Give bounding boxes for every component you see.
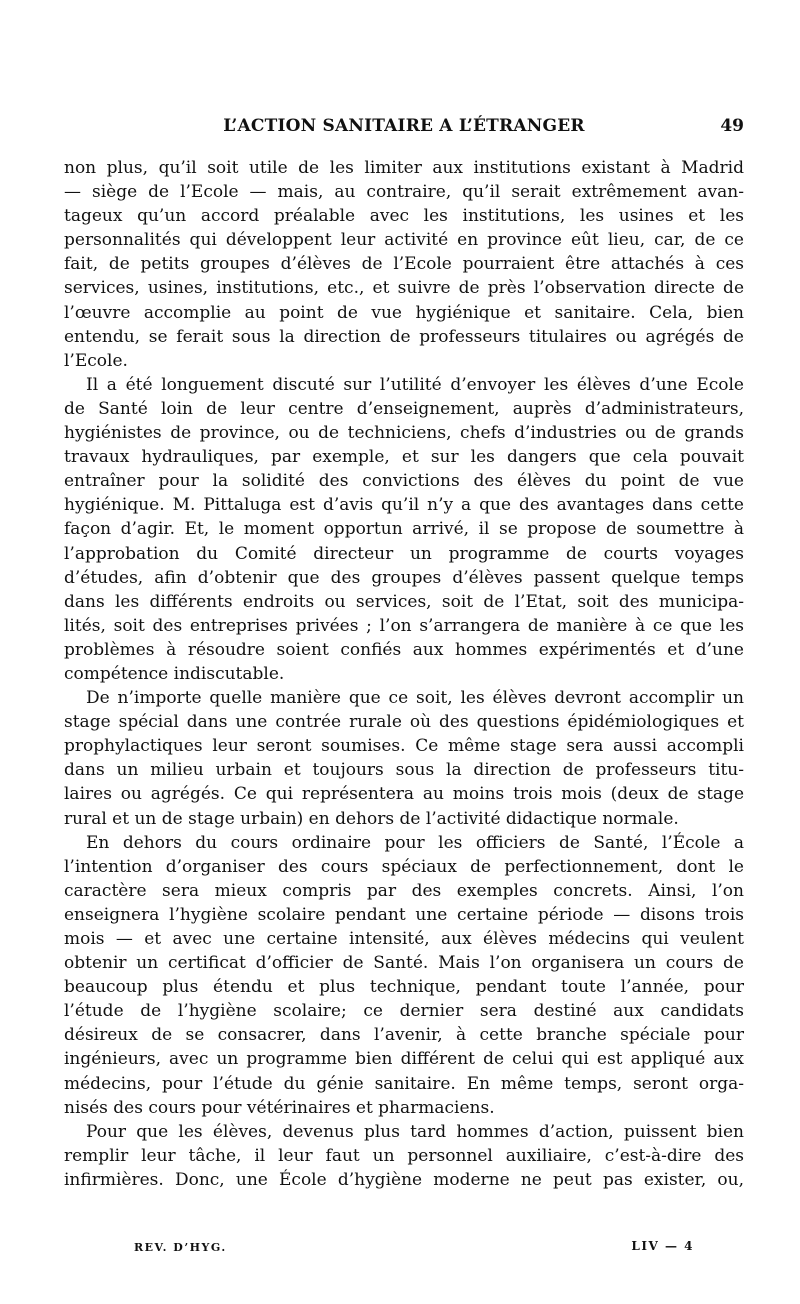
text-line: Il a été longuement discuté sur l’utilité d’envoyer les élèves d’une Ecole [86, 374, 744, 395]
text-line: hygiénistes de province, ou de techniciens, chefs d’industries ou de grands [64, 423, 744, 444]
text-line: l’Ecole. [64, 350, 128, 371]
text-line: lités, soit des entreprises privées ; l’on s’arrangera de manière à ce que les [64, 615, 744, 636]
text-line: mois — et avec une certaine intensité, aux élèves médecins qui veulent [64, 929, 744, 949]
text-line: rural et un de stage urbain) en dehors de l’activité didactique normale. [64, 808, 679, 829]
text-line: En dehors du cours ordinaire pour les officiers de Santé, l’École a [86, 832, 744, 853]
text-line: l’intention d’organiser des cours spéciaux de perfectionnement, dont le [64, 856, 744, 877]
text-line: façon d’agir. Et, le moment opportun arrivé, il se propose de soumettre à [64, 519, 744, 540]
text-line: personnalités qui développent leur activité en province eût lieu, car, de ce [64, 230, 744, 251]
text-line: services, usines, institutions, etc., et suivre de près l’observation directe de [64, 278, 744, 299]
text-line: nisés des cours pour vétérinaires et pharmaciens. [64, 1097, 495, 1118]
text-line: problèmes à résoudre soient confiés aux hommes expérimentés et d’une [64, 639, 744, 660]
text-line: l’approbation du Comité directeur un programme de courts voyages [64, 543, 744, 564]
text-line: remplir leur tâche, il leur faut un personnel auxiliaire, c’est-à-dire des [64, 1145, 744, 1166]
text-line: compétence indiscutable. [64, 663, 285, 684]
text-line: beaucoup plus étendu et plus technique, pendant toute l’année, pour [64, 977, 744, 998]
text-line: hygiénique. M. Pittaluga est d’avis qu’il n’y a que des avantages dans cette [64, 495, 744, 516]
text-line: Pour que les élèves, devenus plus tard hommes d’action, puissent bien [86, 1121, 744, 1142]
text-line: laires ou agrégés. Ce qui représentera au moins trois mois (deux de stage [64, 784, 744, 805]
text-line: caractère sera mieux compris par des exemples concrets. Ainsi, l’on [64, 880, 744, 901]
text-line: dans un milieu urbain et toujours sous la direction de professeurs titu- [64, 760, 744, 781]
footer-signature-mark: LIV — 4 [631, 1239, 694, 1253]
text-line: entraîner pour la solidité des convictions des élèves du point de vue [64, 471, 744, 492]
text-line: entendu, se ferait sous la direction de professeurs titulaires ou agrégés de [64, 326, 744, 347]
page-number: 49 [720, 116, 744, 136]
running-head [64, 114, 744, 138]
text-line: tageux qu’un accord préalable avec les institutions, les usines et les [64, 206, 744, 227]
text-line: l’œuvre accomplie au point de vue hygiénique et sanitaire. Cela, bien [64, 302, 744, 323]
text-line: obtenir un certificat d’officier de Santé. Mais l’on organisera un cours de [64, 953, 744, 974]
text-line: désireux de se consacrer, dans l’avenir, à cette branche spéciale pour [64, 1025, 744, 1046]
body-text [64, 156, 744, 1192]
text-line: stage spécial dans une contrée rurale où des questions épidémiologiques et [64, 712, 744, 733]
footer-journal-abbrev: REV. D’HYG. [134, 1241, 227, 1254]
text-line: dans les différents endroits ou services, soit de l’Etat, soit des municipa- [64, 591, 744, 612]
text-line: de Santé loin de leur centre d’enseignement, auprès d’administrateurs, [64, 398, 744, 419]
text-line: — siège de l’Ecole — mais, au contraire, qu’il serait extrêmement avan- [64, 182, 744, 203]
text-line: médecins, pour l’étude du génie sanitaire. En même temps, seront orga- [64, 1073, 744, 1094]
text-line: fait, de petits groupes d’élèves de l’Ecole pourraient être attachés à ces [64, 254, 744, 275]
text-line: non plus, qu’il soit utile de les limiter aux institutions existant à Madrid [64, 158, 744, 178]
page-footer [134, 1241, 694, 1261]
text-line: travaux hydrauliques, par exemple, et sur les dangers que cela pouvait [64, 447, 744, 468]
text-line: infirmières. Donc, une École d’hygiène moderne ne peut pas exister, ou, [64, 1169, 744, 1190]
text-line: prophylactiques leur seront soumises. Ce même stage sera aussi accompli [64, 736, 744, 757]
running-title: L’ACTION SANITAIRE A L’ÉTRANGER [223, 116, 585, 136]
text-line: ingénieurs, avec un programme bien différent de celui qui est appliqué aux [64, 1049, 744, 1070]
text-line: De n’importe quelle manière que ce soit, les élèves devront accomplir un [86, 688, 744, 709]
text-line: d’études, afin d’obtenir que des groupes d’élèves passent quelque temps [64, 567, 744, 588]
text-line: l’étude de l’hygiène scolaire; ce dernier sera destiné aux candidats [64, 1001, 744, 1022]
text-line: enseignera l’hygiène scolaire pendant une certaine période — disons trois [64, 904, 744, 925]
